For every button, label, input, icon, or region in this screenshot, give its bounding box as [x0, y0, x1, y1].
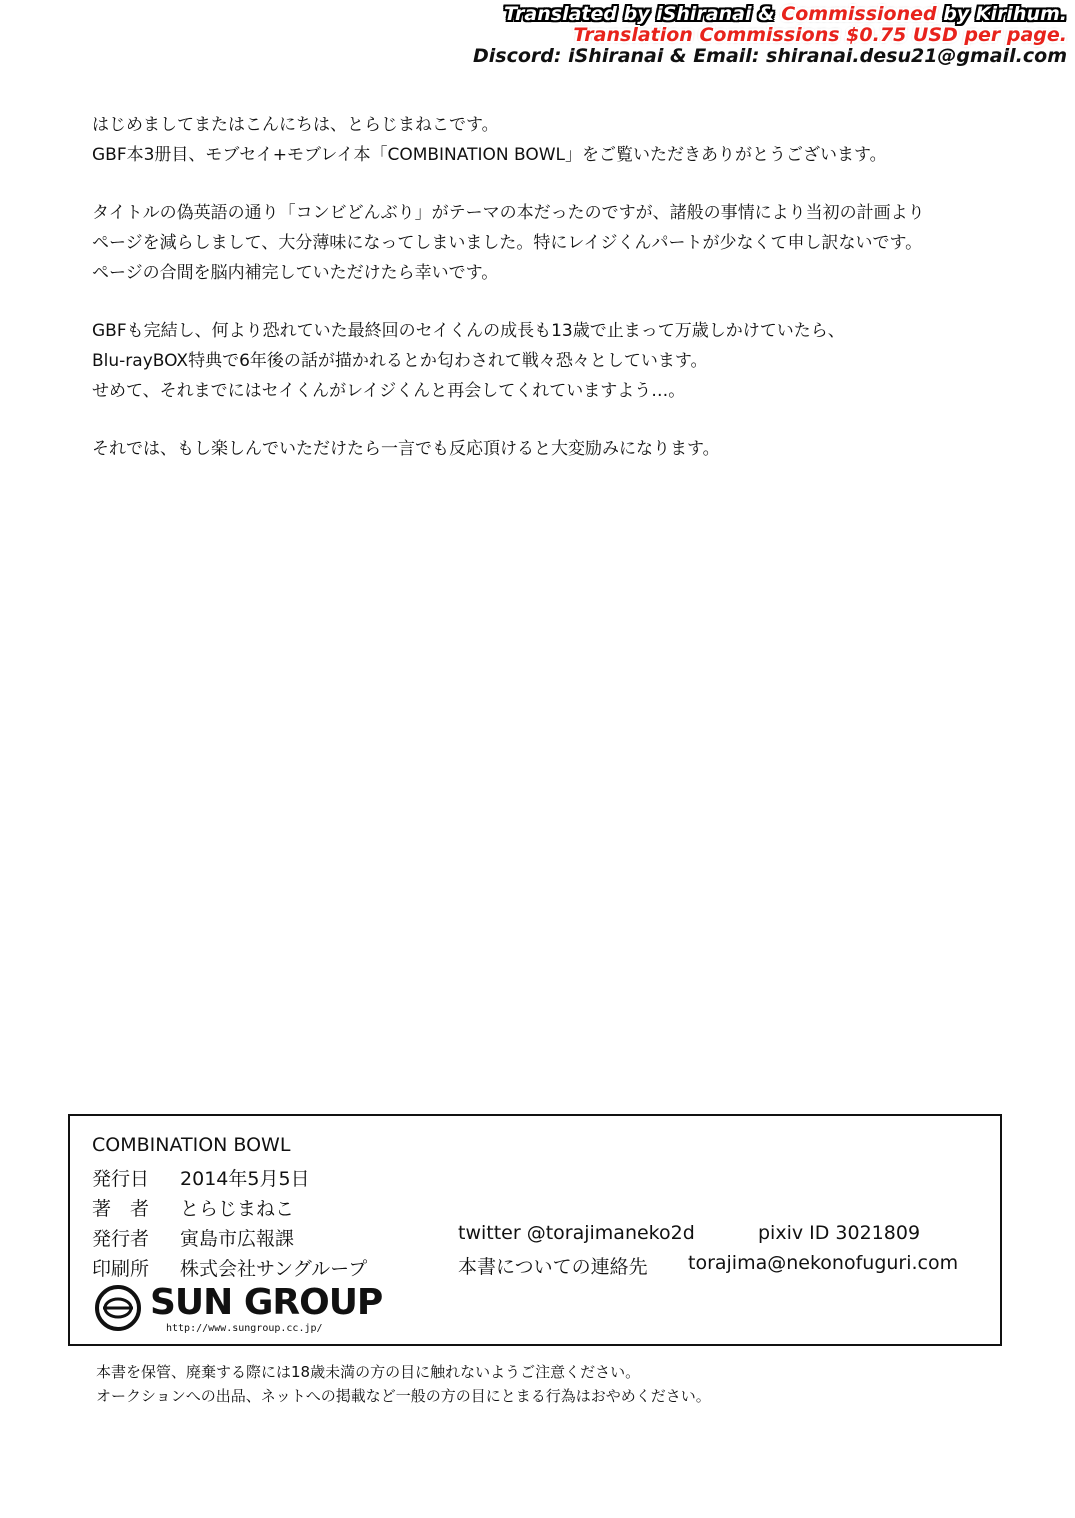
colophon-author-row	[92, 1194, 294, 1221]
sun-group-emblem-icon	[94, 1284, 142, 1332]
colophon-date-row	[92, 1164, 310, 1191]
publisher-value: 寅島市広報課	[180, 1228, 295, 1250]
contact-label: 本書についての連絡先	[458, 1256, 648, 1278]
afterword-paragraph-4	[92, 434, 992, 464]
text-line: GBFも完結し、何より恐れていた最終回のセイくんの成長も13歳で止まって万歳しかけていたら、	[92, 321, 845, 341]
text-line: ページを減らしまして、大分薄味になってしまいました。特にレイジくんパートが少なくて申し訳ないです。	[92, 233, 923, 253]
printer-label: 印刷所	[92, 1258, 150, 1280]
pixiv-id: pixiv ID 3021809	[758, 1222, 921, 1244]
text-line: はじめましてまたはこんにちは、とらじまねこです。	[92, 115, 499, 135]
credits-line-2: Translation Commissions $0.75 USD per page.	[573, 24, 1067, 46]
reader-notice	[96, 1360, 711, 1408]
author-label: 著 者	[92, 1198, 150, 1220]
date-value: 2014年5月5日	[180, 1168, 310, 1190]
text-line: ページの合間を脳内補完していただけたら幸いです。	[92, 263, 499, 283]
colophon-printer-row	[92, 1254, 367, 1281]
sun-group-logo	[94, 1280, 394, 1338]
text-line: それでは、もし楽しんでいただけたら一言でも反応頂けると大変励みになります。	[92, 439, 720, 459]
colophon-box	[68, 1114, 1002, 1346]
afterword-paragraph-2	[92, 198, 992, 288]
logo-wordmark: SUN GROUP	[150, 1282, 383, 1323]
date-label: 発行日	[92, 1168, 150, 1190]
colophon-title: COMBINATION BOWL	[92, 1134, 291, 1156]
text-line: Blu-rayBOX特典で6年後の話が描かれるとか匂わされて戦々恐々としています。	[92, 351, 708, 371]
afterword-paragraph-1	[92, 110, 992, 170]
text-line: せめて、それまでにはセイくんがレイジくんと再会してくれていますよう…。	[92, 381, 686, 401]
author-value: とらじまねこ	[180, 1198, 295, 1220]
logo-url: http://www.sungroup.cc.jp/	[166, 1323, 323, 1334]
colophon-publisher-row	[92, 1224, 294, 1251]
notice-line: 本書を保管、廃棄する際には18歳未満の方の目に触れないようご注意ください。	[96, 1363, 641, 1381]
credits-line-3: Discord: iShiranai & Email: shiranai.desu21@gmail.com	[473, 45, 1067, 67]
text-line: GBF本3册目、モブセイ+モブレイ本「COMBINATION BOWL」をご覧いただきありがとうございます。	[92, 145, 887, 165]
afterword-paragraph-3	[92, 316, 992, 406]
text-line: タイトルの偽英語の通り「コンビどんぶり」がテーマの本だったのですが、諸般の事情により当初の計画より	[92, 203, 925, 223]
afterword	[92, 110, 992, 492]
contact-email: torajima@nekonofuguri.com	[688, 1252, 959, 1274]
credits-line-1: Translated by iShiranai & Commissioned by Kirihum.	[504, 3, 1067, 25]
publisher-label: 発行者	[92, 1228, 150, 1250]
notice-line: オークションへの出品、ネットへの掲載など一般の方の目にとまる行為はおやめください。	[96, 1387, 711, 1405]
printer-value: 株式会社サングループ	[180, 1258, 368, 1280]
translator-credits	[473, 4, 1067, 67]
twitter-handle: twitter @torajimaneko2d	[458, 1222, 695, 1244]
